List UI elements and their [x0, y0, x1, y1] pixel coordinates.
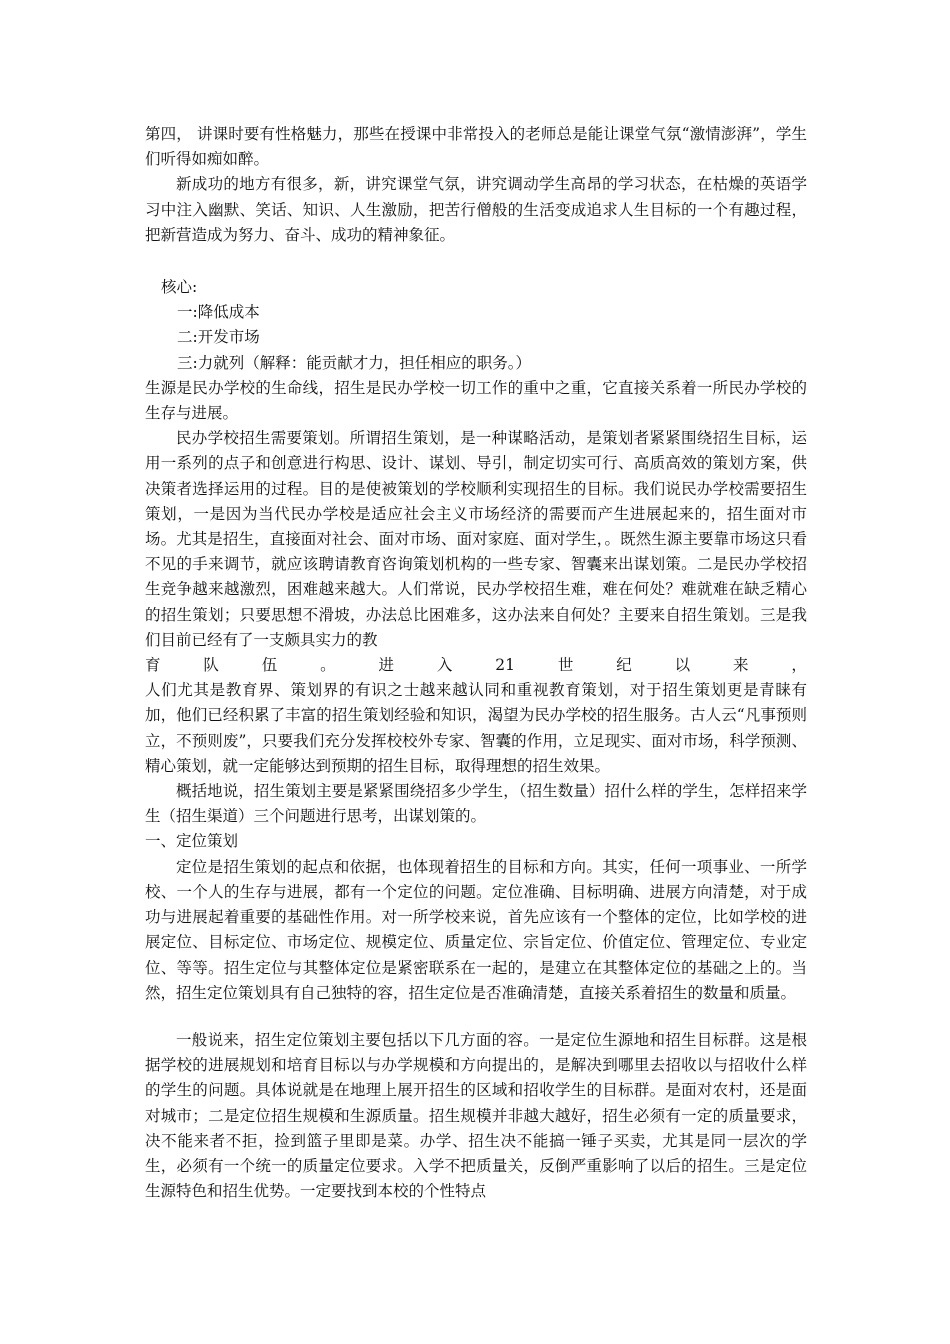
- paragraph-summary: 概括地说，招生策划主要是紧紧围绕招多少学生，（招生数量）招什么样的学生，怎样招来学生（招生渠道）三个问题进行思考，出谋划策的。: [145, 782, 807, 826]
- core-item-2: 二:开发市场: [177, 328, 260, 347]
- paragraph-student-source: 生源是民办学校的生命线，招生是民办学校一切工作的重中之重，它直接关系着一所民办学校的生存与进展。: [145, 378, 807, 423]
- spread-char: 伍: [261, 656, 278, 675]
- justified-spread-line: [145, 653, 807, 678]
- spread-char: 21: [495, 656, 515, 675]
- spread-char: 来: [732, 656, 749, 675]
- spread-char: 纪: [616, 656, 632, 675]
- spread-char: 以: [674, 656, 691, 675]
- paragraph-enrollment-planning-cont: 人们尤其是教育界、策划界的有识之士越来越认同和重视教育策划，对于招生策划更是青睐有加，他们已经积累了丰富的招生策划经验和知识，渴望为民办学校的招生服务。古人云“凡事预则立，不预则废”，只要我们充分发挥校校外专家、智囊的作用，立足现实、面对市场，科学预测、精心策划，就一定能够达到预期的招生目标，取得理想的招生效果。: [145, 681, 807, 775]
- spread-char: ，: [791, 656, 807, 675]
- core-item-1: 一:降低成本: [177, 303, 260, 322]
- core-heading: 核心:: [161, 278, 198, 297]
- paragraph-positioning-content: 一般说来，招生定位策划主要包括以下几方面的容。一是定位生源地和招生目标群。这是根据学校的进展规划和培育目标以与办学规模和方向提出的，是解决到哪里去招收以与招收什么样的学生的问题。具体说就是在地理上展开招生的区域和招收学生的目标群。是面对农村，还是面对城市；二是定位招生规模和生源质量。招生规模并非越大越好，招生必须有一定的质量要求，决不能来者不拒，捡到篮子里即是菜。办学、招生决不能搞一锤子买卖，尤其是同一层次的学生，必须有一个统一的质量定位要求。入学不把质量关，反倒严重影响了以后的招生。三是定位生源特色和招生优势。一定要找到本校的个性特点: [145, 1030, 807, 1201]
- spread-char: 育: [145, 656, 161, 675]
- document-page: [145, 122, 807, 1204]
- spread-char: 。: [320, 656, 336, 675]
- spread-char: 进: [378, 656, 395, 675]
- spread-char: 入: [436, 656, 453, 675]
- spread-char: 队: [203, 656, 219, 675]
- paragraph-fourth-point: 第四， 讲课时要有性格魅力，那些在授课中非常投入的老师总是能让课堂气氛“激情澎湃”，学生们听得如痴如醉。: [145, 125, 807, 169]
- paragraph-positioning: 定位是招生策划的起点和依据，也体现着招生的目标和方向。其实，任何一项事业、一所学校、一个人的生存与进展，都有一个定位的问题。定位准确、目标明确、进展方向清楚，对于成功与进展起着重要的基础性作用。对一所学校来说，首先应该有一个整体的定位，比如学校的进展定位、目标定位、市场定位、规模定位、质量定位、宗旨定位、价值定位、管理定位、专业定位、等等。招生定位与其整体定位是紧密联系在一起的，是建立在其整体定位的基础之上的。当然，招生定位策划具有自己独特的容，招生定位是否准确清楚，直接关系着招生的数量和质量。: [145, 857, 807, 1002]
- core-item-3: 三:力就列（解释：能贡献才力，担任相应的职务。）: [177, 353, 531, 372]
- spread-char: 世: [557, 656, 574, 675]
- paragraph-enrollment-planning: 民办学校招生需要策划。所谓招生策划，是一种谋略活动，是策划者紧紧围绕招生目标，运用一系列的点子和创意进行构思、设计、谋划、导引，制定切实可行、高质高效的策划方案，供决策者选择运用的过程。目的是使被策划的学校顺利实现招生的目标。我们说民办学校需要招生策划，一是因为当代民办学校是适应社会主义市场经济的需要而产生进展起来的，招生面对市场。尤其是招生，直接面对社会、面对市场、面对家庭、面对学生，。既然生源主要靠市场这只看不见的手来调节，就应该聘请教育咨询策划机构的一些专家、智囊来出谋划策。二是民办学校招生竞争越来越激烈，困难越来越大。人们常说，民办学校招生难，难在何处？难就难在缺乏精心的招生策划；只要思想不滑坡，办法总比困难多，这办法来自何处？主要来自招生策划。三是我们目前已经有了一支颇具实力的教: [145, 429, 807, 649]
- spacer: [145, 248, 807, 275]
- section-heading-positioning: 一、定位策划: [145, 832, 239, 851]
- paragraph-new-success: 新成功的地方有很多，新，讲究课堂气氛，讲究调动学生高昂的学习状态，在枯燥的英语学习中注入幽默、笑话、知识、人生激励，把苦行僧般的生活变成追求人生目标的一个有趣过程，把新营造成为努力、奋斗、成功的精神象征。: [145, 175, 807, 244]
- spacer: [145, 1006, 807, 1028]
